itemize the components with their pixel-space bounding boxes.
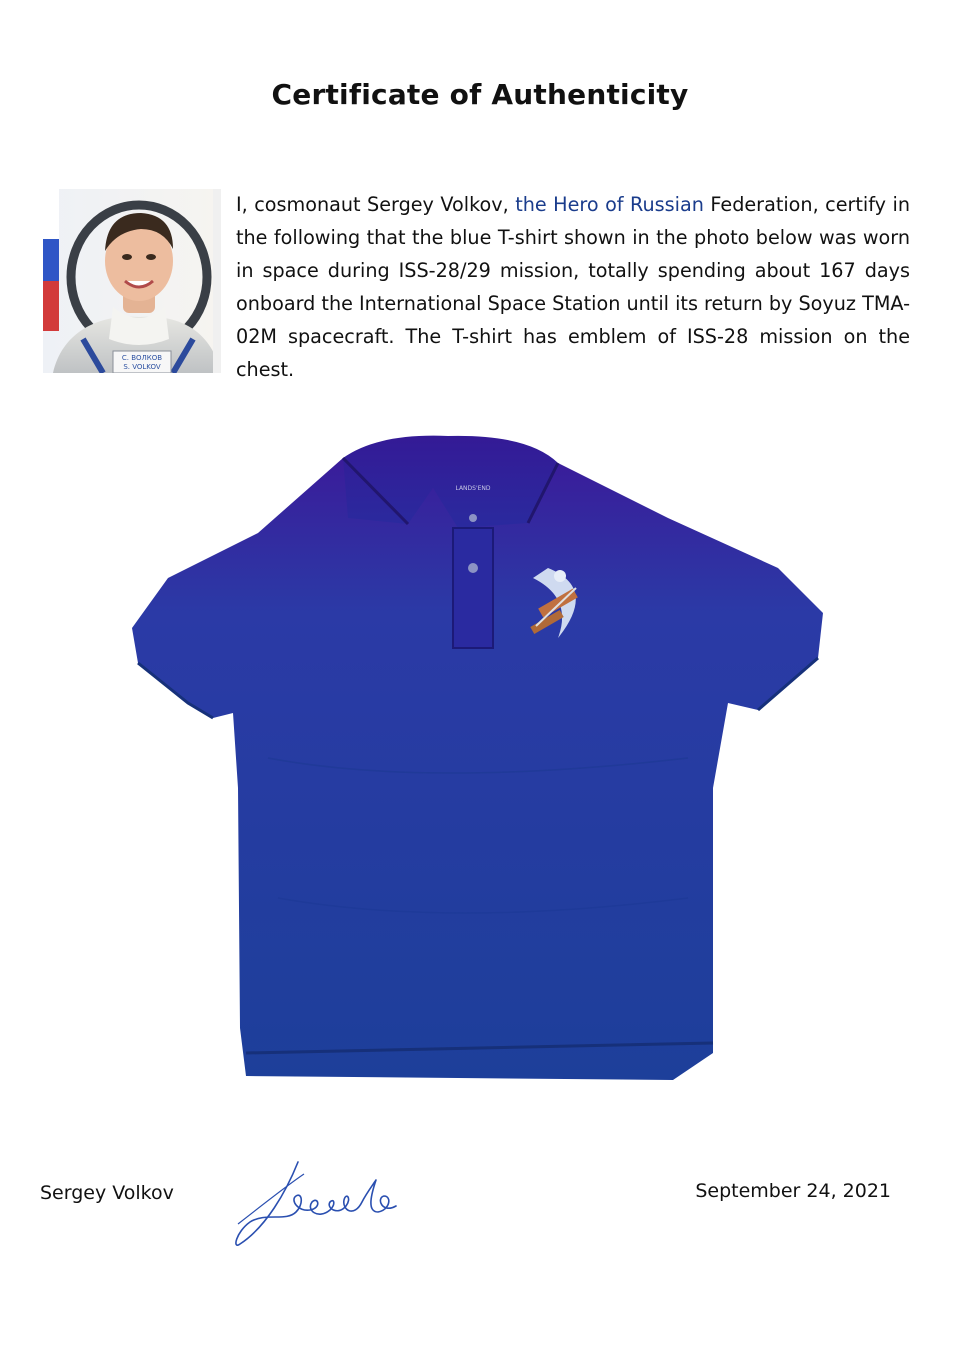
flag-blue-stripe bbox=[43, 239, 59, 281]
tshirt-photo bbox=[128, 428, 828, 1088]
flag-red-stripe bbox=[43, 281, 59, 331]
name-tag-latin: S. VOLKOV bbox=[123, 363, 161, 371]
handwritten-signature bbox=[226, 1152, 416, 1257]
statement-highlight: the Hero of Russian bbox=[515, 193, 704, 216]
certification-statement bbox=[236, 188, 910, 386]
shirt-brand-label: LANDS'END bbox=[455, 485, 491, 492]
statement-text-start: I, cosmonaut Sergey Volkov, bbox=[236, 193, 516, 216]
signer-name: Sergey Volkov bbox=[40, 1182, 174, 1204]
name-tag-cyrillic: С. ВОЛКОВ bbox=[121, 354, 163, 362]
cosmonaut-portrait bbox=[43, 189, 221, 373]
statement-text-end: Federation, certify in the following that the blue T-shirt shown in the photo below was worn in space during ISS-28/29 mission, totally spending about 167 days onboard the International Space Station until its return by Soyuz TMA-02M spacecraft. The T-shirt has emblem of ISS-28 mission on the chest. bbox=[236, 193, 910, 381]
certificate-date: September 24, 2021 bbox=[695, 1180, 891, 1202]
certificate-title: Certificate of Authenticity bbox=[271, 78, 689, 111]
